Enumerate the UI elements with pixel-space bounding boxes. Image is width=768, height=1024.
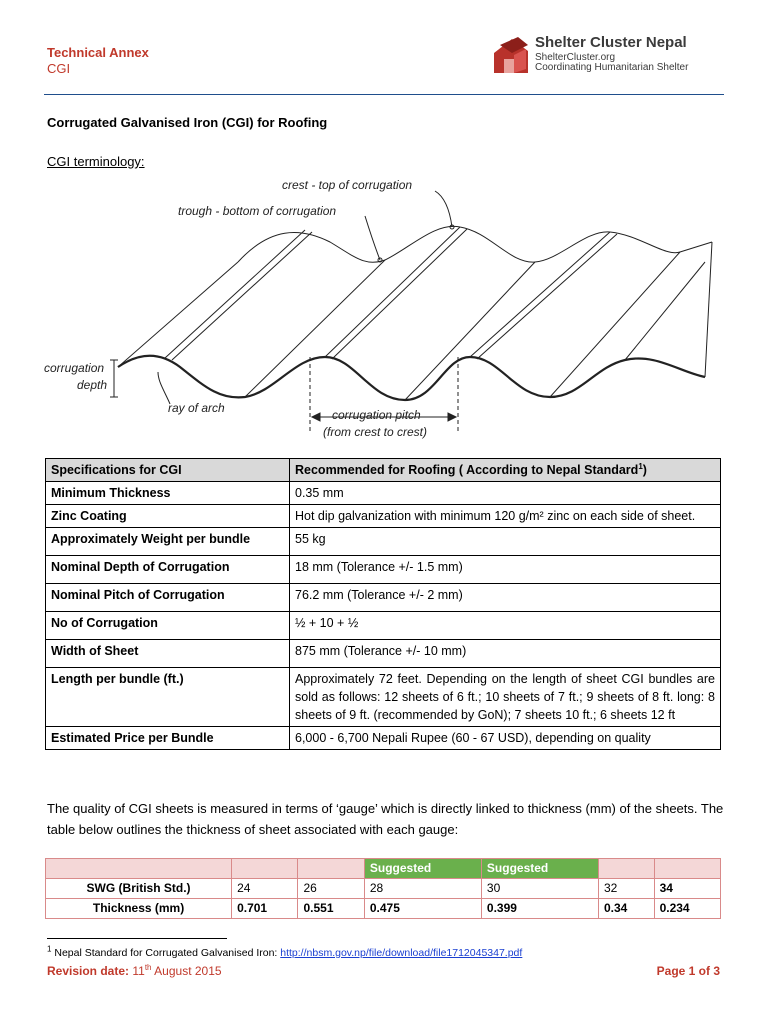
crest-label: crest - top of corrugation bbox=[282, 178, 413, 192]
house-logo-icon bbox=[492, 35, 530, 75]
spec-row: Zinc Coating Hot dip galvanization with minimum 120 g/m² zinc on each side of sheet. bbox=[46, 505, 721, 528]
spec-row: Nominal Depth of Corrugation 18 mm (Tolerance +/- 1.5 mm) bbox=[46, 556, 721, 584]
ray-of-arch-label: ray of arch bbox=[168, 401, 225, 415]
revision-date: Revision date: 11th August 2015 bbox=[47, 963, 222, 978]
document-title: Corrugated Galvanised Iron (CGI) for Roofing bbox=[47, 115, 328, 130]
spec-row: Nominal Pitch of Corrugation 76.2 mm (Tolerance +/- 2 mm) bbox=[46, 584, 721, 612]
spec-row: No of Corrugation ½ + 10 + ½ bbox=[46, 612, 721, 640]
page-number: Page 1 of 3 bbox=[656, 964, 720, 978]
footnote: $^1$ Nepal Standard for Corrugated Galvanised Iron: http://nbsm.gov.np/file/download/file1712045347.pdf bbox=[47, 944, 523, 959]
spec-header-row bbox=[46, 459, 721, 482]
nbsm-link[interactable]: http://nbsm.gov.np/file/download/file1712045347.pdf bbox=[280, 947, 523, 959]
gauge-suggested-row bbox=[46, 859, 721, 879]
gauge-paragraph: The quality of CGI sheets is measured in terms of ‘gauge’ which is directly linked to thickness (mm) of the sheets. The table below outlines the thickness of sheet associated with each gauge: bbox=[47, 801, 724, 837]
spec-row: Width of Sheet 875 mm (Tolerance +/- 10 mm) bbox=[46, 640, 721, 668]
depth-label-1: corrugation bbox=[44, 361, 105, 375]
thickness-label: Thickness (mm) bbox=[46, 899, 232, 919]
header-title: Technical Annex bbox=[47, 45, 149, 60]
spec-row: Length per bundle (ft.) Approximately 72 feet. Depending on the length of sheet CGI bundles are sold as follows: 12 sheets of 6 ft.; 10 sheets of 7 ft.; 9 sheets of 8 ft. long: 8 sheets of 9 ft. (recommended by GoN); 7 sheets 10 ft.; 6 sheets 12 ft bbox=[46, 668, 721, 727]
trough-leader bbox=[365, 216, 380, 260]
pitch-label-2: (from crest to crest) bbox=[323, 425, 428, 439]
header-left bbox=[47, 45, 149, 77]
spec-row: Approximately Weight per bundle 55 kg bbox=[46, 528, 721, 556]
gauge-swg-row: SWG (British Std.) 24 26 28 30 32 34 bbox=[46, 879, 721, 899]
logo-name: Shelter Cluster Nepal bbox=[535, 34, 687, 51]
swg-label: SWG (British Std.) bbox=[46, 879, 232, 899]
suggested-badge: Suggested bbox=[364, 859, 481, 879]
section-label: CGI terminology: bbox=[47, 154, 145, 169]
gauge-thickness-row: Thickness (mm) 0.701 0.551 0.475 0.399 0.34 0.234 bbox=[46, 899, 721, 919]
header-subtitle: CGI bbox=[47, 61, 71, 76]
footnote-rule bbox=[47, 938, 227, 939]
logo-tagline: Coordinating Humanitarian Shelter bbox=[535, 62, 689, 73]
pitch-label-1: corrugation pitch bbox=[332, 408, 421, 422]
cgi-terminology-diagram bbox=[40, 172, 730, 444]
header-rule bbox=[44, 94, 724, 95]
sheet-back-edge bbox=[238, 226, 712, 262]
spec-row: Minimum Thickness 0.35 mm bbox=[46, 482, 721, 505]
suggested-badge: Suggested bbox=[481, 859, 598, 879]
logo-url: ShelterCluster.org bbox=[535, 52, 616, 63]
spec-header-col1: Specifications for CGI bbox=[46, 459, 290, 482]
crest-leader bbox=[435, 191, 452, 227]
gauge-table bbox=[45, 858, 721, 919]
shelter-cluster-logo bbox=[492, 33, 722, 77]
trough-label: trough - bottom of corrugation bbox=[178, 204, 337, 218]
depth-label-2: depth bbox=[77, 378, 108, 392]
spec-row: Estimated Price per Bundle 6,000 - 6,700 Nepali Rupee (60 - 67 USD), depending on quality bbox=[46, 727, 721, 750]
specification-table bbox=[45, 458, 721, 750]
spec-header-col2: Recommended for Roofing ( According to Nepal Standard$^1$) bbox=[290, 459, 721, 482]
